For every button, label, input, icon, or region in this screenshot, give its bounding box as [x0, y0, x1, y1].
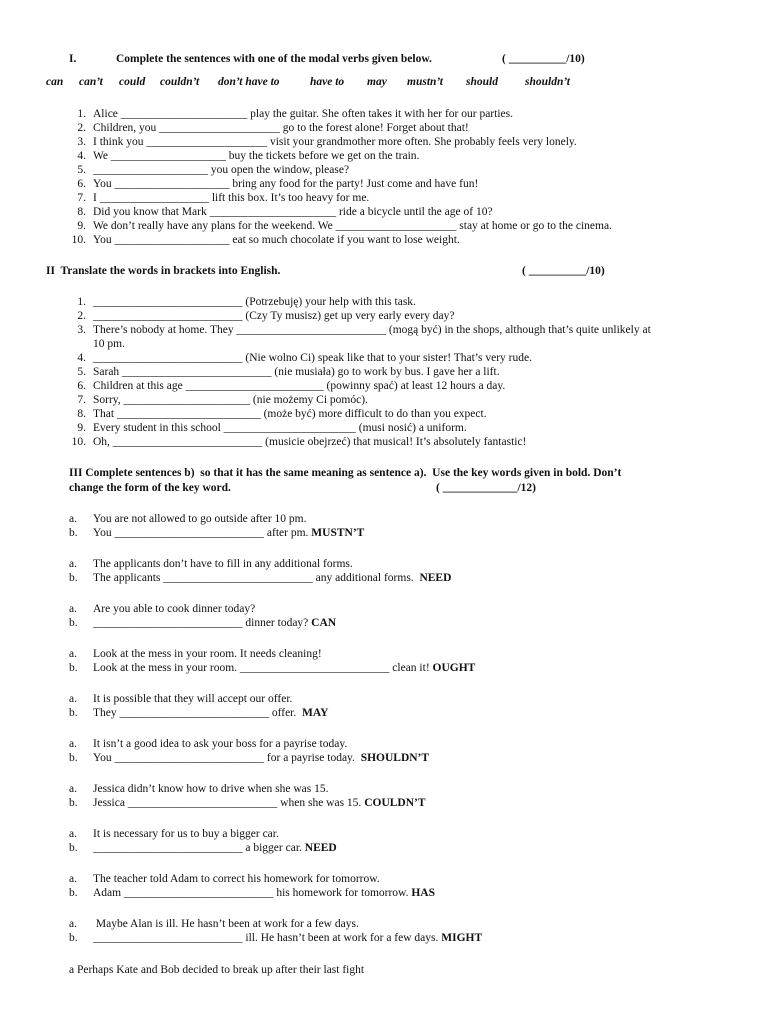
label-b: b. — [69, 707, 78, 719]
sentence-a: Look at the mess in your room. It needs cleaning! — [93, 648, 322, 660]
sentence-b — [93, 886, 435, 900]
label-a: a. — [69, 648, 77, 660]
sentence: I think you _____________________ visit your grandmother more often. She probably feels very lonely. — [93, 136, 577, 148]
section1-heading: Complete the sentences with one of the modal verbs given below. — [116, 53, 432, 65]
label-b: b. — [69, 887, 78, 899]
label-a: a. — [69, 513, 77, 525]
section3-score: ( _____________/12) — [436, 482, 536, 494]
key-word: MAY — [302, 707, 329, 719]
label-a: a. — [69, 693, 77, 705]
label-a: a. — [69, 783, 77, 795]
sentence: You ____________________ eat so much chocolate if you want to lose weight. — [93, 234, 460, 246]
sentence-a: Are you able to cook dinner today? — [93, 603, 256, 615]
item-number: 1. — [77, 108, 86, 120]
sentence-b-text: __________________________ a bigger car. — [93, 842, 305, 854]
modal-verb: can’t — [79, 76, 103, 88]
modal-verb: could — [119, 76, 146, 88]
sentence: __________________________ (Potrzebuję) your help with this task. — [93, 296, 416, 308]
item-number: 3. — [77, 136, 86, 148]
item-number: 4. — [77, 352, 86, 364]
item-number: 7. — [77, 192, 86, 204]
sentence: ____________________ you open the window, please? — [93, 164, 350, 176]
item-number: 10. — [71, 436, 86, 448]
sentence: We ____________________ buy the tickets before we get on the train. — [93, 150, 420, 162]
section1-roman: I. — [69, 53, 77, 65]
modal-verb: may — [367, 76, 387, 88]
item-number: 8. — [77, 408, 86, 420]
sentence-b — [93, 751, 429, 765]
item-number: 6. — [77, 178, 86, 190]
sentence-b — [93, 841, 337, 855]
label-b: b. — [69, 527, 78, 539]
key-word: MUSTN’T — [311, 527, 365, 539]
sentence: I ___________________ lift this box. It’s too heavy for me. — [93, 192, 370, 204]
sentence-b — [93, 796, 426, 810]
item-number: 2. — [77, 310, 86, 322]
sentence-b-text: Look at the mess in your room. __________________________ clean it! — [93, 662, 433, 674]
modal-verb: don’t have to — [218, 76, 280, 88]
label-b: b. — [69, 662, 78, 674]
sentence-b-text: Jessica __________________________ when she was 15. — [93, 797, 365, 809]
modal-verb: can — [46, 76, 64, 88]
label-b: b. — [69, 842, 78, 854]
modal-verb: should — [466, 76, 498, 88]
sentence-b-text: You __________________________ after pm. — [93, 527, 312, 539]
sentence-a: Maybe Alan is ill. He hasn’t been at work for a few days. — [93, 918, 359, 930]
label-a: a. — [69, 873, 77, 885]
key-word: MIGHT — [441, 932, 483, 944]
sentence-b-text: The applicants __________________________ any additional forms. — [93, 572, 420, 584]
label-b: b. — [69, 797, 78, 809]
sentence: That _________________________ (może być) more difficult to do than you expect. — [93, 408, 487, 420]
item-number: 10. — [71, 234, 86, 246]
label-a: a. — [69, 828, 77, 840]
sentence-continuation: 10 pm. — [93, 338, 125, 350]
sentence-b-text: __________________________ dinner today? — [93, 617, 312, 629]
sentence-b-text: You __________________________ for a payrise today. — [93, 752, 361, 764]
item-number: 5. — [77, 164, 86, 176]
sentence: Children, you _____________________ go to the forest alone! Forget about that! — [93, 122, 469, 134]
item-number: 6. — [77, 380, 86, 392]
sentence: Oh, __________________________ (musicie obejrzeć) that musical! It’s absolutely fantastic! — [93, 436, 527, 448]
sentence-b — [93, 706, 328, 720]
sentence: Sarah __________________________ (nie musiała) go to work by bus. I gave her a lift. — [93, 366, 500, 378]
modal-verb: mustn’t — [407, 76, 444, 88]
item-number: 3. — [77, 324, 86, 336]
item-number: 9. — [77, 220, 86, 232]
sentence-b — [93, 931, 482, 945]
sentence-b — [93, 571, 451, 585]
sentence: Every student in this school _______________________ (musi nosić) a uniform. — [93, 422, 467, 434]
key-word: SHOULDN’T — [360, 752, 430, 764]
section3-heading-line1: III Complete sentences b) so that it has the same meaning as sentence a). Use the key words given in bold. Don’t — [69, 467, 622, 479]
sentence: We don’t really have any plans for the weekend. We _____________________ stay at home or go to the cinema. — [93, 220, 612, 232]
sentence: __________________________ (Nie wolno Ci) speak like that to your sister! That’s very rude. — [93, 352, 532, 364]
sentence: __________________________ (Czy Ty musisz) get up very early every day? — [93, 310, 455, 322]
label-a: a. — [69, 738, 77, 750]
item-number: 5. — [77, 366, 86, 378]
sentence-a: It isn’t a good idea to ask your boss for a payrise today. — [93, 738, 348, 750]
item-number: 1. — [77, 296, 86, 308]
sentence-a: The teacher told Adam to correct his homework for tomorrow. — [93, 873, 380, 885]
label-b: b. — [69, 572, 78, 584]
sentence: Children at this age ________________________ (powinny spać) at least 12 hours a day. — [93, 380, 506, 392]
key-word: HAS — [411, 887, 436, 899]
sentence: You ____________________ bring any food for the party! Just come and have fun! — [93, 178, 479, 190]
sentence-b-text: Adam __________________________ his homework for tomorrow. — [93, 887, 412, 899]
sentence-b-text: __________________________ ill. He hasn’t been at work for a few days. — [93, 932, 442, 944]
item-number: 7. — [77, 394, 86, 406]
sentence-a: It is possible that they will accept our offer. — [93, 693, 293, 705]
label-a: a. — [69, 558, 77, 570]
sentence-a: Jessica didn’t know how to drive when she was 15. — [93, 783, 329, 795]
sentence: Alice ______________________ play the guitar. She often takes it with her for our parties. — [93, 108, 513, 120]
item-number: 2. — [77, 122, 86, 134]
label-b: b. — [69, 617, 78, 629]
sentence-a: You are not allowed to go outside after 10 pm. — [93, 513, 307, 525]
sentence: Did you know that Mark ______________________ ride a bicycle until the age of 10? — [93, 206, 493, 218]
sentence-b — [93, 526, 364, 540]
item-number: 8. — [77, 206, 86, 218]
sentence-a: It is necessary for us to buy a bigger car. — [93, 828, 279, 840]
section2-heading: II Translate the words in brackets into English. — [46, 265, 281, 277]
section3-heading-line2: change the form of the key word. — [69, 482, 231, 494]
sentence-b-text: They __________________________ offer. — [93, 707, 303, 719]
key-word: NEED — [419, 572, 452, 584]
sentence-b — [93, 616, 336, 630]
key-word: NEED — [304, 842, 337, 854]
sentence: There’s nobody at home. They __________________________ (mogą być) in the shops, although that’s quite unlikely at — [93, 324, 651, 336]
key-word: COULDN’T — [364, 797, 426, 809]
section1-score: ( __________/10) — [502, 53, 585, 65]
label-b: b. — [69, 752, 78, 764]
key-word: CAN — [311, 617, 337, 629]
trailing-sentence: a Perhaps Kate and Bob decided to break up after their last fight — [69, 964, 365, 976]
item-number: 9. — [77, 422, 86, 434]
section2-score: ( __________/10) — [522, 265, 605, 277]
modal-verb: have to — [310, 76, 345, 88]
label-a: a. — [69, 603, 77, 615]
sentence-a: The applicants don’t have to fill in any additional forms. — [93, 558, 353, 570]
modal-verb: shouldn’t — [525, 76, 570, 88]
sentence-b — [93, 661, 475, 675]
modal-verb: couldn’t — [160, 76, 200, 88]
label-a: a. — [69, 918, 77, 930]
sentence: Sorry, ______________________ (nie możemy Ci pomóc). — [93, 394, 368, 406]
item-number: 4. — [77, 150, 86, 162]
key-word: OUGHT — [432, 662, 476, 674]
label-b: b. — [69, 932, 78, 944]
